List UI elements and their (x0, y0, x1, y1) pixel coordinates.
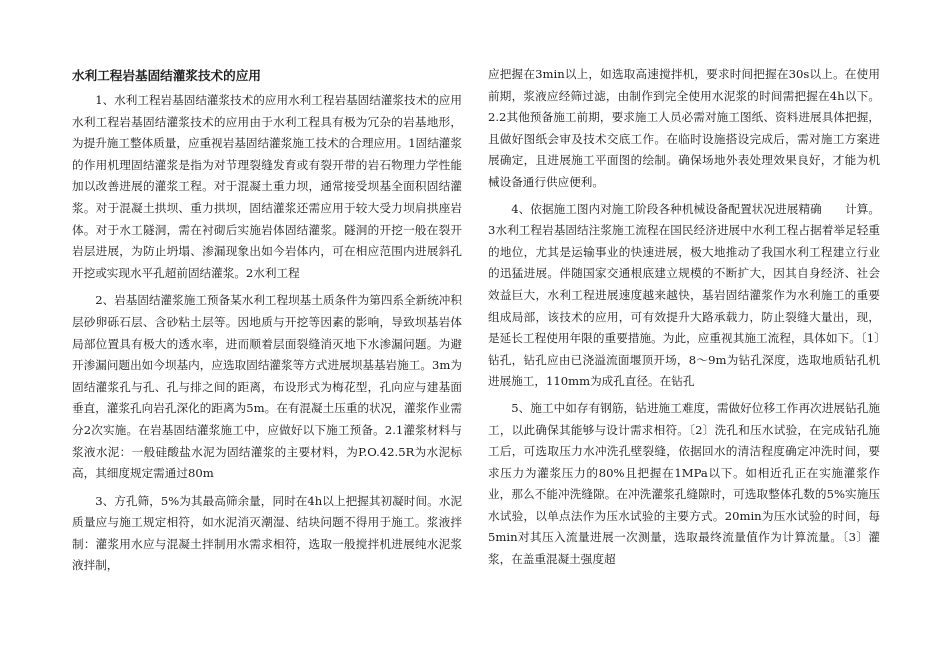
paragraph-5: 5、施工中如存有钢筋，钻进施工难度，需做好位移工作再次进展钻孔施工，以此确保其能够与设计需求相符。〔2〕洗孔和压水试验，在完成钻孔施工后，可选取压力水冲洗孔壁裂缝，依据回水的清洁程度确定冲洗时间，要求压力为灌浆压力的80%且把握在1MPa以下。如相近孔正在实施灌浆作业，那么不能冲洗缝隙。在冲洗灌浆孔缝隙时，可选取整体孔数的5%实施压水试验，以单点法作为压水试验的主要方式。20min为压水试验的时间，每5min对其压入流量进展一次测量，选取最终流量值作为计算流量。〔3〕灌浆，在盖重混凝土强度超 (488, 400, 880, 567)
left-column (72, 64, 462, 577)
document-title: 水利工程岩基固结灌浆技术的应用 (72, 68, 261, 83)
paragraph-3-continuation: 应把握在3min以上，如选取高速搅拌机，要求时间把握在30s以上。在使用前期，浆液应经筛过滤，由制作到完全使用水泥浆的时间需把握在4h以下。2.2其他预备施工前期，要求施工人员必需对施工图纸、资料进展具体把握，且做好图纸会审及技术交底工作。在临时设施搭设完成后，需对施工方案进展确定，且进展施工平面图的绘制。确保场地外表处理效果良好，才能为机械设备通行供应便利。 (488, 67, 880, 189)
right-column (488, 64, 880, 571)
paragraph-4: 4、依据施工图内对施工阶段各种机械设备配置状况进展精确 计算。3水利工程岩基固结注浆施工流程在国民经济进展中水利工程占据着举足轻重的地位，尤其是运输事业的快速进展，极大地推动了我国水利工程建立行业的迅猛进展。伴随国家交通根底建立规模的不断扩大，因其自身经济、社会效益巨大，水利工程进展速度越来越快，基岩固结灌浆作为水利施工的重要组成局部，该技术的应用，可有效提升大路承载力，防止裂缝大量出，现，是延长工程使用年限的重要措施。为此，应重视其施工流程，具体如下。〔1〕钻孔，钻孔应由已浇溢流面堰顶开场，8～9m为钻孔深度，选取地质钻孔机进展施工，110mm为成孔直径。在钻孔 (488, 201, 880, 389)
paragraph-3: 3、方孔筛，5%为其最高筛余量，同时在4h以上把握其初凝时间。水泥质量应与施工规定相符，如水泥消灭潮湿、结块问题不得用于施工。浆液拌制：灌浆用水应与混凝土拌制用水需求相符，选取一般搅拌机进展纯水泥浆液拌制， (72, 493, 462, 573)
paragraph-2: 2、岩基固结灌浆施工预备某水利工程坝基土质条件为第四系全新统冲积层砂卵砾石层、含砂粘土层等。因地质与开挖等因素的影响，导致坝基岩体局部位置具有极大的透水率，进而顺着层面裂缝消灭地下水渗漏问题。为避开渗漏问题出如今坝基内，应选取固结灌浆等方式进展坝基基岩施工。3m为固结灌浆孔与孔、孔与排之间的距离，布设形式为梅花型，孔向应与建基面垂直，灌浆孔向岩孔深化的距离为5m。在有混凝土压重的状况，灌浆作业需分2次实施。在岩基固结灌浆施工中，应做好以下施工预备。2.1灌浆材料与浆液水泥：一般硅酸盐水泥为固结灌浆的主要材料，为P.O.42.5R为水泥标高，其细度规定需通过80m (72, 293, 462, 481)
paragraph-1: 1、水利工程岩基固结灌浆技术的应用水利工程岩基固结灌浆技术的应用水利工程岩基固结灌浆技术的应用由于水利工程具有极为冗杂的岩基地形，为提升施工整体质量，应重视岩基固结灌浆施工技术的合理应用。1固结灌浆的作用机理固结灌浆是指为对节理裂缝发育或有裂开带的岩石物理力学性能加以改善进展的灌浆工程。对于混凝土重力坝，通常接受坝基全面积固结灌浆。对于混凝土拱坝、重力拱坝，固结灌浆还需应用于较大受力坝肩拱座岩体。对于水工隧洞，需在衬砌后实施岩体固结灌浆。隧洞的开挖一般在裂开岩层进展，为防止坍塌、渗漏现象出如今岩体内，可在相应范围内进展斜孔开挖或实现水平孔超前固结灌浆。2水利工程 (72, 93, 462, 280)
